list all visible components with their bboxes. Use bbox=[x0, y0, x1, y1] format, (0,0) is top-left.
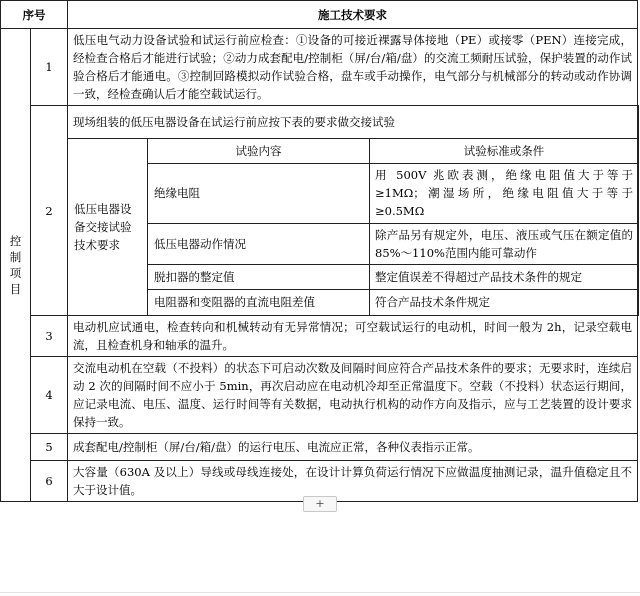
table-row bbox=[1, 434, 638, 461]
row-number: 1 bbox=[31, 29, 68, 106]
sub-table bbox=[67, 105, 639, 316]
table-row bbox=[1, 357, 638, 434]
test-standard: 用 500V 兆欧表测，绝缘电阻值大于等于≥1MΩ；潮湿场所，绝缘电阻值大于等于≥0.5MΩ bbox=[370, 163, 639, 224]
table-row bbox=[1, 29, 638, 106]
page-divider bbox=[0, 592, 640, 593]
sub-header-item: 试验内容 bbox=[148, 139, 370, 163]
sub-table-label: 低压电器设备交接试验技术要求 bbox=[68, 139, 148, 316]
test-item: 电阻器和变阻器的直流电阻差值 bbox=[148, 289, 370, 315]
test-standard: 除产品另有规定外，电压、液压或气压在额定值的 85%～110%范围内能可靠动作 bbox=[370, 224, 639, 265]
row-number: 2 bbox=[31, 106, 68, 316]
requirement-text: 成套配电/控制柜（屏/台/箱/盘）的运行电压、电流应正常，各种仪表指示正常。 bbox=[68, 434, 638, 461]
row-number: 6 bbox=[31, 461, 68, 502]
row-number: 5 bbox=[31, 434, 68, 461]
requirement-text: 交流电动机在空载（不投料）的状态下可启动次数及间隔时间应符合产品技术条件的要求；无要求时，连续启动 2 次的间隔时间不应小于 5min，再次启动应在电动机冷却至正常温度下。空载（不投料）状态运行期间，应记录电流、电压、温度、运行时间等有关数据，电动执行机构的动作方向及指示，应与工艺装置的设计要求保持一致。 bbox=[68, 357, 638, 434]
sub-table-intro: 现场组装的低压电器设备在试运行前应按下表的要求做交接试验 bbox=[68, 106, 639, 139]
sub-header-standard: 试验标准或条件 bbox=[370, 139, 639, 163]
header-requirements: 施工技术要求 bbox=[68, 1, 638, 29]
test-item: 脱扣器的整定值 bbox=[148, 265, 370, 289]
category-label: 控制项目 bbox=[9, 233, 22, 296]
row-number: 4 bbox=[31, 357, 68, 434]
test-standard: 符合产品技术条件规定 bbox=[370, 289, 639, 315]
table-row bbox=[1, 106, 638, 316]
header-serial-no: 序号 bbox=[1, 1, 68, 29]
test-standard: 整定值误差不得超过产品技术条件的规定 bbox=[370, 265, 639, 289]
category-cell bbox=[1, 29, 31, 502]
test-item: 绝缘电阻 bbox=[148, 163, 370, 224]
add-row-button[interactable]: + bbox=[303, 496, 337, 512]
table-row bbox=[1, 316, 638, 357]
requirement-text: 电动机应试通电，检查转向和机械转动有无异常情况；可空载试运行的电动机，时间一般为 2h，记录空载电流，且检查机身和轴承的温升。 bbox=[68, 316, 638, 357]
requirement-text: 大容量（630A 及以上）导线或母线连接处，在设计计算负荷运行情况下应做温度抽测记录，温升值稳定且不大于设计值。 bbox=[68, 461, 638, 502]
requirement-text: 低压电气动力设备试验和试运行前应检查：①设备的可接近裸露导体接地（PE）或接零（PEN）连接完成，经检查合格后才能进行试验；②动力成套配电/控制柜（屏/台/箱/盘）的交流工频耐压试验，保护装置的动作试验合格后才能通电。③控制回路模拟动作试验合格，盘车或手动操作，电气部分与机械部分的转动或动作协调一致，经检查确认后才能空载试运行。 bbox=[68, 29, 638, 106]
requirement-cell bbox=[68, 106, 638, 316]
header-row bbox=[1, 1, 638, 29]
row-number: 3 bbox=[31, 316, 68, 357]
test-item: 低压电器动作情况 bbox=[148, 224, 370, 265]
